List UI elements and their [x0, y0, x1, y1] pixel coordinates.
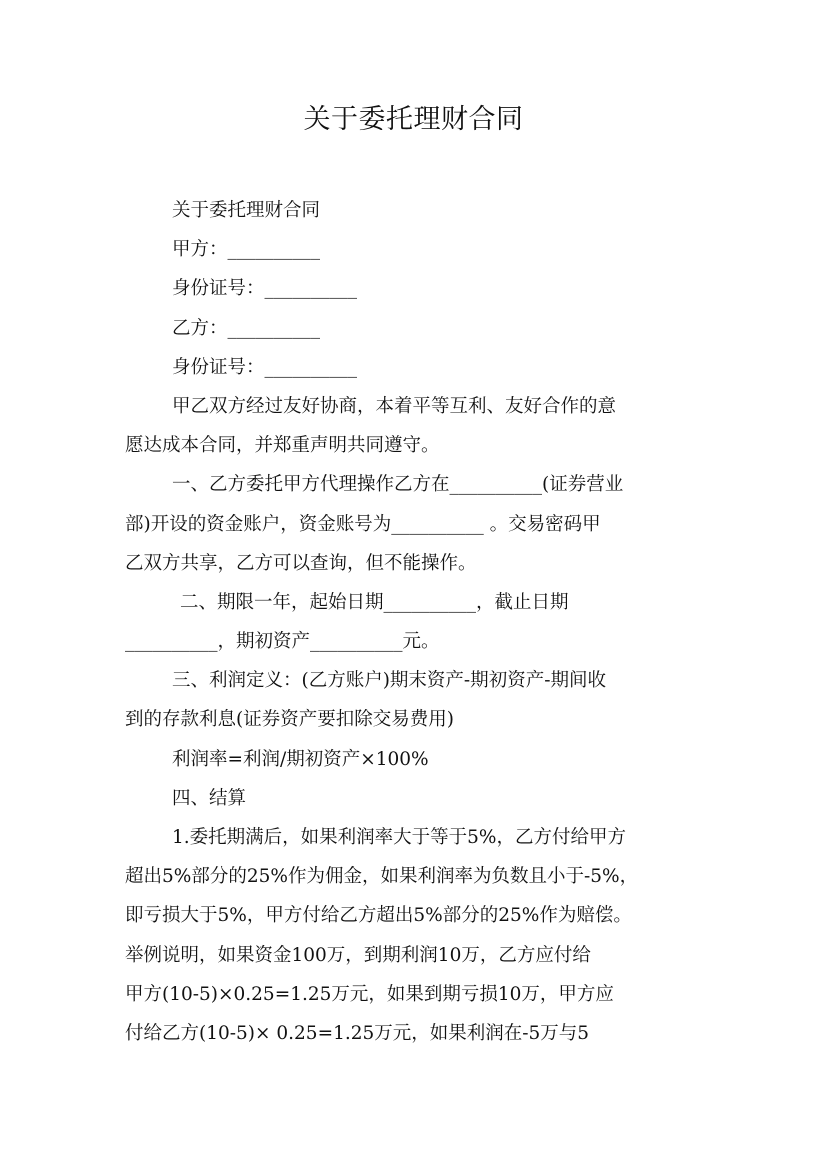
clause-2-line: __________，期初资产__________元。	[125, 631, 440, 653]
clause-1-line: 乙双方共享，乙方可以查询，但不能操作。	[125, 552, 477, 574]
clause-1-line: 部)开设的资金账户，资金账号为__________ 。交易密码甲	[125, 513, 601, 535]
settlement-line: 举例说明，如果资金100万，到期利润10万，乙方应付给	[125, 944, 591, 966]
settlement-line: 付给乙方(10-5)× 0.25=1.25万元，如果利润在-5万与5	[125, 1022, 590, 1044]
clause-1-line: 一、乙方委托甲方代理操作乙方在__________(证券营业	[172, 474, 624, 496]
clause-3-line: 三、利润定义：(乙方账户)期末资产-期初资产-期间收	[172, 670, 606, 692]
clause-4-heading: 四、结算	[172, 787, 247, 809]
settlement-line: 即亏损大于5%，甲方付给乙方超出5%部分的25%作为赔偿。	[125, 905, 632, 927]
document-body	[125, 191, 705, 1053]
party-a-line: 甲方：__________	[172, 239, 321, 261]
clause-2-line: 二、期限一年，起始日期__________，截止日期	[180, 591, 569, 613]
settlement-line: 超出5%部分的25%作为佣金，如果利润率为负数且小于-5%，	[125, 866, 639, 888]
profit-rate-formula: 利润率=利润/期初资产×100%	[172, 748, 429, 770]
party-b-id-line: 身份证号：__________	[172, 356, 358, 378]
clause-3-line: 到的存款利息(证券资产要扣除交易费用)	[125, 709, 454, 731]
settlement-line: 1.委托期满后，如果利润率大于等于5%，乙方付给甲方	[172, 827, 627, 848]
preamble-line: 甲乙双方经过友好协商，本着平等互利、友好合作的意	[172, 395, 617, 417]
contract-heading-line: 关于委托理财合同	[172, 200, 321, 221]
settlement-line: 甲方(10-5)×0.25=1.25万元，如果到期亏损10万，甲方应	[125, 983, 614, 1005]
document-title: 关于委托理财合同	[303, 104, 524, 135]
party-b-line: 乙方：__________	[172, 317, 321, 339]
preamble-line: 愿达成本合同，并郑重声明共同遵守。	[125, 435, 440, 457]
party-a-id-line: 身份证号：__________	[172, 278, 358, 300]
